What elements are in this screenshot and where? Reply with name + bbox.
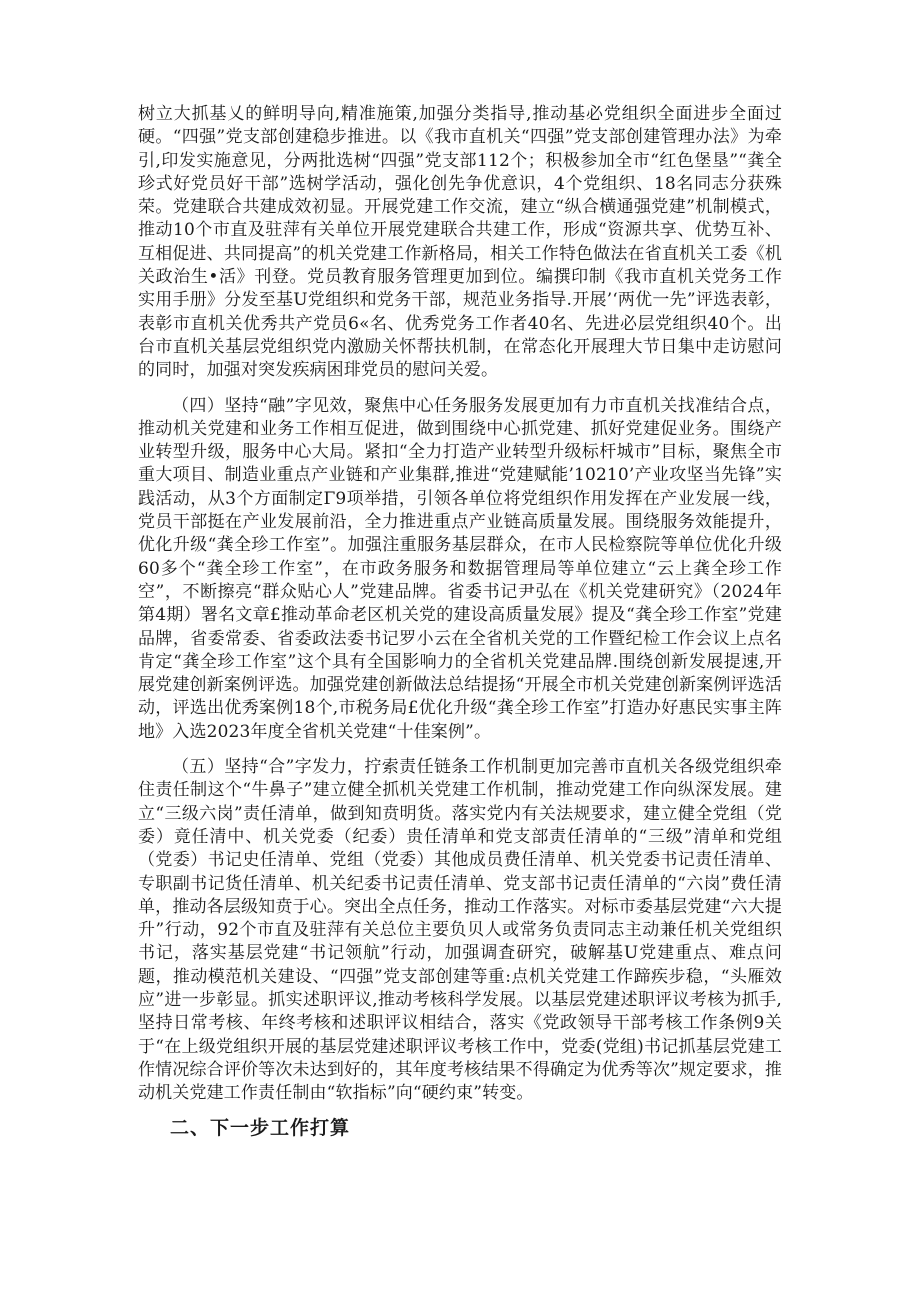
paragraph-section-four: （四）坚持“融”字见效，聚焦中心任务服务发展更加有力市直机关找准结合点，推动机关党建和业务工作相互促进，做到围绕中心抓党建、抓好党建促业务。围绕产业转型升级，服务中心大局。紧扣“全力打造产业转型升级标杆城市”目标，聚焦全市重大项目、制造业重点产业链和产业集群,推进“党建赋能’10210’产业攻坚当先锋”实践活动，从3个方面制定Γ9项举措，引领各单位将党组织作用发挥在产业发展一线，党员干部挺在产业发展前沿，全力推进重点产业链高质量发展。围绕服务效能提升，优化升级“龚全珍工作室”。加强注重服务基层群众，在市人民检察院等单位优化升级60多个“龚全珍工作室”，在市政务服务和数据管理局等单位建立“云上龚全珍工作空”，不断擦亮“群众贴心人”党建品牌。省委书记尹弘在《机关党建研究》（2024年第4期）署名文章£推动革命老区机关党的建设高质量发展》提及“龚全珍工作室”党建品牌，省委常委、省委政法委书记罗小云在全省机关党的工作暨纪检工作会议上点名肯定“龚全珍工作室”这个具有全国影响力的全省机关党建品牌.围绕创新发展提速,开展党建创新案例评选。加强党建创新做法总结提扬“开展全市机关党建创新案例评选活动，评选出优秀案例18个,市税务局£优化升级“龚全珍工作室”打造办好惠民实事主阵地》入选2023年度全省机关党建“十佳案例”。 — [138, 395, 782, 742]
paragraph-section-five: （五）坚持“合”字发力，拧索责任链条工作机制更加完善市直机关各级党组织牵住责任制这个“牛鼻子”建立健全抓机关党建工作机制，推动党建工作向纵深发展。建立“三级六岗”责任清单，做到知贲明货。落实党内有关法规要求，建立健全党组（党委）竟任清中、机关党委（纪委）贵任清单和党支部责任清单的“三级”清单和党组（党委）书记史任清单、党组（党委）其他成员费任清单、机关党委书记责任清单、专职副书记货任清单、机关纪委书记责任清单、党支部书记责任清单的“六岗”费任清单，推动各层级知贲于心。突出全点任务，推动工作落实。对标市委基层党建“六大提升”行动，92个市直及驻萍有关总位主要负贝人或常务负责同志主动兼任机关党组织书记，落实基层党建“书记领航”行动，加强调査研究，破解基U党建重点、难点问题，推动模范机关建设、“四强”党支部创建等重:点机关党建工作蹄疾步稳，“头雁效应”进一步彰显。抓实述职评议,推动考核科学发展。以基层党建述职评议考核为抓手,坚持日常考核、年终考核和述职评议相结合，落实《党政领导干部考核工作条例9关于“在上级党组织开展的基层党建述职评议考核工作中，党委(党组)书记抓基层党建工作情况综合评价等次未达到好的，其年度考核结果不得确定为优秀等次”规定要求，推动机关党建工作责任制由“软指标”向“硬约束”转变。 — [138, 757, 782, 1104]
section-heading: 二、下一步工作打算 — [170, 1117, 351, 1140]
document-page — [138, 103, 782, 1141]
paragraph-continuation: 树立大抓基乂的鲜明导向,精准施策,加强分类指导,推动基必党组织全面进步全面过硬。“四强”党支部创建稳步推进。以《我市直机关“四强”党支部创建管理办法》为牵引,印发实施意见，分两批选树“四强”党支部112个；积极参加全市“红色堡垦”“龚全珍式好党员好干部”选树学活动，强化创先争优意识，4个党组织、18名同志分获殊荣。党建联合共建成效初显。开展党建工作交流，建立“纵合横通强党建”机制模式，推动10个市直及驻萍有关单位开展党建联合共建工作，形成“资源共享、优势互补、互相促进、共同提高”的机关党建工作新格局，相关工作特色做法在省直机关工委《机关政治生•活》刊登。党员教育服务管理更加到位。编撰印制《我市直机关党务工作实用手册》分发至基U党组织和党务干部，规范业务指导.开展’‘两优一先”评选表彰，表彰市直机关优秀共产党员6«名、优秀党务工作者40名、先进必层党组织40个。出台市直机关基层党组织党内激励关怀帮扶机制，在常态化开展理大节日集中走访慰问的同时，加强对突发疾病困琲党员的慰问关爱。 — [138, 104, 782, 381]
